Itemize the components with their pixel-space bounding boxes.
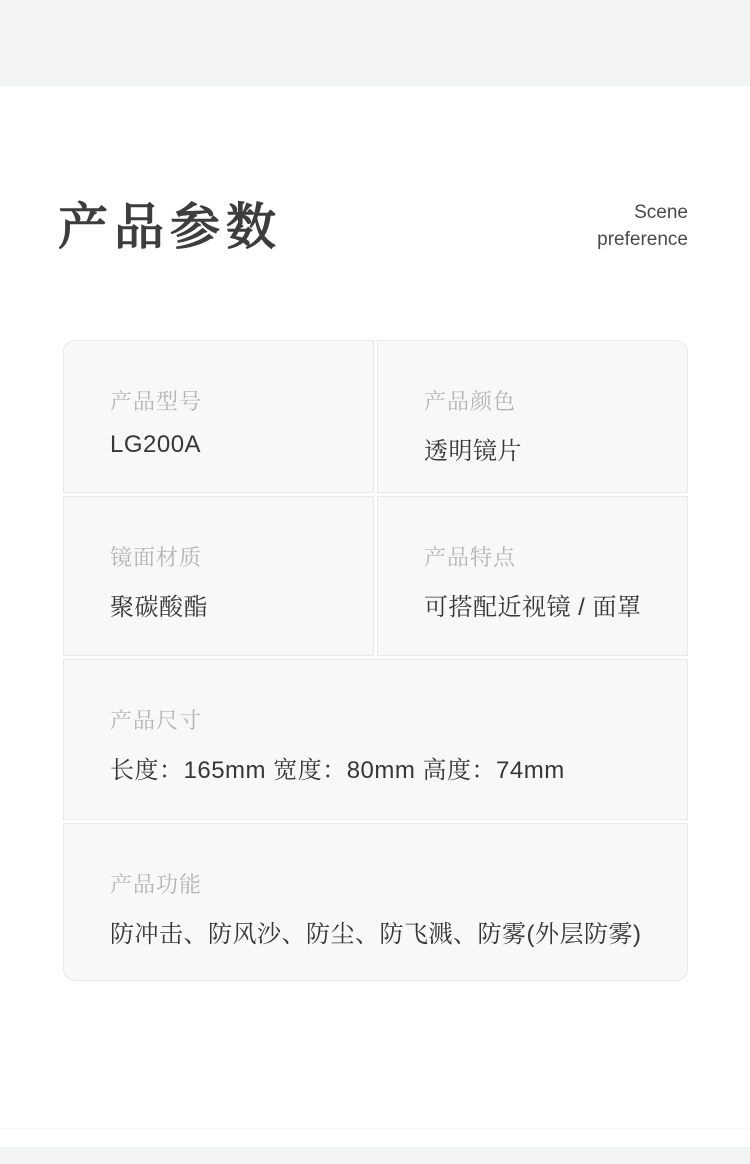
spec-cell-material (63, 496, 374, 656)
spec-value: 长度：165mm 宽度：80mm 高度：74mm (110, 757, 565, 784)
section-header (58, 196, 688, 259)
product-specs-table (63, 340, 688, 981)
spec-label: 产品尺寸 (110, 708, 203, 733)
spec-cell-functions (63, 823, 688, 981)
header-subtitle (597, 199, 688, 259)
header-subtitle-line2: preference (597, 228, 688, 250)
page-title: 产品参数 (58, 199, 282, 255)
spec-cell-color (377, 340, 688, 493)
spec-label: 产品功能 (110, 872, 203, 897)
header-subtitle-line1: Scene (634, 201, 688, 223)
spec-value: LG200A (110, 431, 202, 458)
spec-cell-features (377, 496, 688, 656)
spec-value: 透明镜片 (424, 438, 522, 465)
spec-label: 镜面材质 (110, 545, 203, 570)
spec-label: 产品特点 (424, 545, 517, 570)
bottom-spacer-band (0, 1147, 750, 1164)
spec-label: 产品型号 (110, 389, 203, 414)
section-divider-line (0, 1128, 750, 1129)
spec-value: 聚碳酸酯 (110, 594, 208, 621)
spec-value: 防冲击、防风沙、防尘、防飞溅、防雾(外层防雾) (110, 921, 642, 948)
spec-cell-dimensions (63, 659, 688, 820)
spec-value: 可搭配近视镜 / 面罩 (424, 594, 642, 621)
spec-label: 产品颜色 (424, 389, 517, 414)
top-spacer-band (0, 0, 750, 86)
spec-cell-model (63, 340, 374, 493)
